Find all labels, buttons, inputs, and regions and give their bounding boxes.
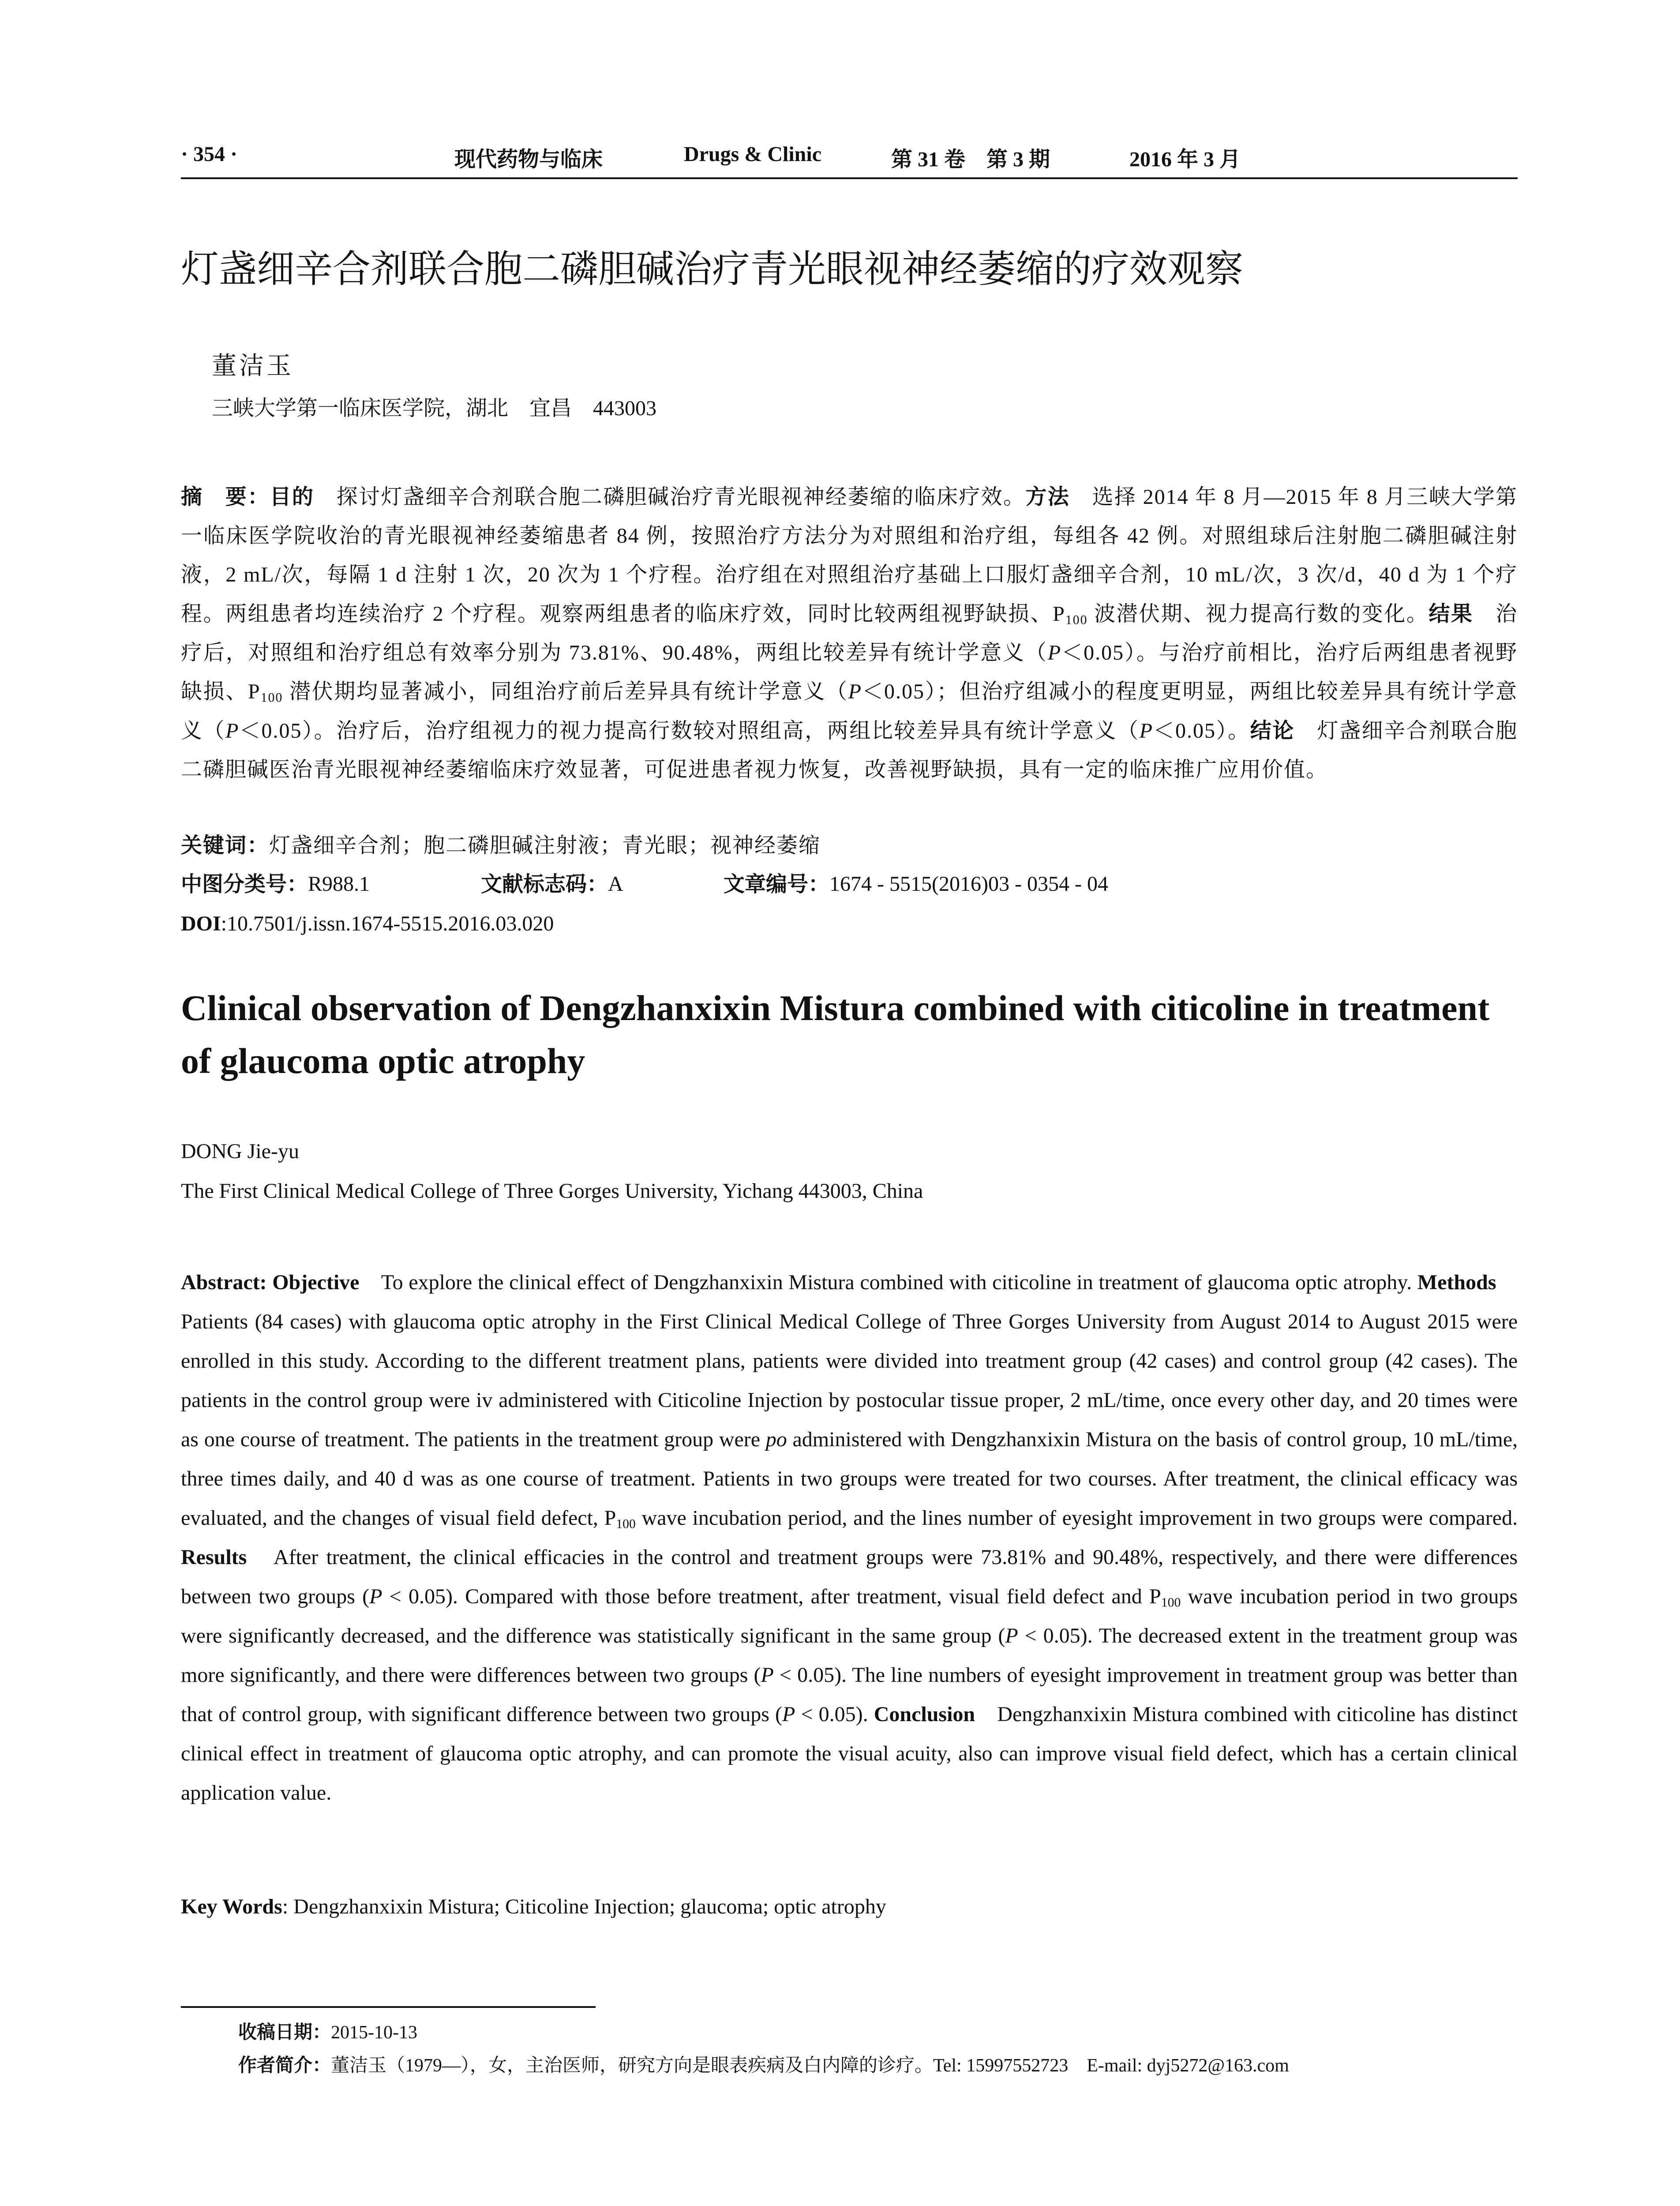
- methods-label-en: Methods: [1417, 1271, 1496, 1294]
- p-value-symbol: P: [1139, 719, 1153, 743]
- article-number-value: 1674 - 5515(2016)03 - 0354 - 04: [829, 872, 1108, 896]
- p100-subscript: 100: [1065, 612, 1088, 627]
- keywords-text-en: : Dengzhanxixin Mistura; Citicoline Injection; glaucoma; optic atrophy: [282, 1895, 886, 1918]
- title-cn: 灯盏细辛合剂联合胞二磷胆碱治疗青光眼视神经萎缩的疗效观察: [181, 247, 1243, 291]
- results-text-cn-4: ＜0.05）；但治疗组减小的程度更明显，两组比较差异具有统计学意义（: [181, 680, 1518, 743]
- conclusion-label-cn: 结论: [1250, 718, 1295, 743]
- conclusion-text-en: Dengzhanxixin Mistura combined with citicoline has distinct clinical effect in treatment of glaucoma optic atrophy, and can promote the visual acuity, also can improve visual field defect, which has a certain clinical application value.: [181, 1703, 1518, 1805]
- author-bio-text: 董洁玉（1979—），女，主治医师，研究方向是眼表疾病及白内障的诊疗。Tel: 15997552723 E-mail: dyj5272@163.com: [331, 2056, 1289, 2076]
- footnote-received: [238, 2016, 417, 2048]
- footnote-rule: [181, 2006, 596, 2008]
- methods-text-en-2: administered with Dengzhanxixin Mistura on the basis of control group, 10 mL/time, three times daily, and 40 d was as one course of treatment. Patients in two groups were treated for two courses. After treatment, the clinical efficacy was evaluated, and the changes of visual field defect, P: [181, 1428, 1518, 1530]
- issue-date: 2016 年 3 月: [1129, 148, 1241, 171]
- results-text-en-2: < 0.05). Compared with those before treatment, after treatment, visual field defect and P: [382, 1585, 1161, 1608]
- journal-name-en: Drugs & Clinic: [684, 143, 821, 166]
- received-date: 2015-10-13: [331, 2022, 417, 2043]
- clc-field: [181, 865, 370, 904]
- p100-subscript: 100: [1161, 1595, 1181, 1610]
- author-bio-label: 作者简介：: [238, 2054, 331, 2076]
- results-text-cn-3: 潜伏期均显著减小，同组治疗前后差异具有统计学意义（: [283, 680, 848, 703]
- conclusion-label-en: Conclusion: [874, 1703, 975, 1726]
- p100-subscript: 100: [260, 690, 283, 705]
- abstract-cn: [181, 477, 1518, 789]
- p-value-symbol: P: [369, 1585, 382, 1608]
- methods-text-cn: 选择 2014 年 8 月—2015 年 8 月三峡大学第一临床医学院收治的青光眼视神经萎缩患者 84 例，按照治疗方法分为对照组和治疗组，每组各 42 例。对照组球后注射胞二磷胆碱注射液，2 mL/次，每隔 1 d 注射 1 次，20 次为 1 个疗程。治疗组在对照组治疗基础上口服灯盏细辛合剂，10 mL/次，3 次/d，40 d 为 1 个疗程。两组患者均连续治疗 2 个疗程。观察两组患者的临床疗效，同时比较两组视野缺损、P: [181, 485, 1518, 626]
- doc-code-field: [481, 865, 623, 904]
- p-value-symbol: P: [1047, 641, 1062, 664]
- results-text-cn-6: ＜0.05）。: [1153, 719, 1250, 743]
- results-text-en-6: < 0.05).: [795, 1703, 874, 1726]
- footnote-author-bio: [238, 2049, 1289, 2082]
- author-en: DONG Jie-yu: [181, 1140, 299, 1163]
- running-header: [181, 142, 1518, 177]
- clc-value: R988.1: [308, 872, 370, 896]
- results-text-cn: 治疗后，对照组和治疗组总有效率分别为 73.81%、90.48%，两组比较差异有统计学意义（: [181, 602, 1518, 664]
- keywords-text-cn: 灯盏细辛合剂；胞二磷胆碱注射液；青光眼；视神经萎缩: [269, 834, 821, 857]
- methods-text-en-3: wave incubation period, and the lines number of eyesight improvement in two groups were compared.: [635, 1506, 1518, 1530]
- doi-label: DOI: [181, 912, 221, 935]
- article-number-label: 文章编号：: [724, 872, 830, 897]
- results-text-en: After treatment, the clinical efficacies in the control and treatment groups were 73.81% and 90.48%, respectively, and there were differences between two groups (: [181, 1546, 1518, 1608]
- results-text-cn-5: ＜0.05）。治疗后，治疗组视力的视力提高行数较对照组高，两组比较差异具有统计学意义（: [239, 719, 1140, 743]
- header-rule: [181, 177, 1518, 179]
- p100-subscript: 100: [616, 1516, 636, 1531]
- results-label-cn: 结果: [1429, 601, 1474, 626]
- methods-text-en: Patients (84 cases) with glaucoma optic atrophy in the First Clinical Medical College of Three Gorges University from August 2014 to August 2015 were enrolled in this study. According to the different treatment plans, patients were divided into treatment group (42 cases) and control group (42 cases). The patients in the control group were iv administered with Citicoline Injection by postocular tissue proper, 2 mL/time, once every other day, and 20 times were as one course of treatment. The patients in the treatment group were: [181, 1271, 1518, 1451]
- abstract-label-cn: 摘 要：: [181, 484, 270, 509]
- objective-text-cn: 探讨灯盏细辛合剂联合胞二磷胆碱治疗青光眼视神经萎缩的临床疗效。: [314, 485, 1026, 509]
- keywords-label-cn: 关键词：: [181, 833, 270, 858]
- keywords-label-en: Key Words: [181, 1895, 282, 1918]
- title-en: Clinical observation of Dengzhanxixin Mistura combined with citicoline in treatment of glaucoma optic atrophy: [181, 988, 1490, 1081]
- objective-text-en: To explore the clinical effect of Dengzhanxixin Mistura combined with citicoline in treatment of glaucoma optic atrophy.: [359, 1271, 1418, 1294]
- results-label-en: Results: [181, 1546, 247, 1569]
- doc-code-value: A: [608, 872, 623, 896]
- p-value-symbol: P: [848, 680, 862, 703]
- keywords-cn: [181, 826, 1518, 865]
- doi-line: [181, 904, 554, 943]
- affiliation-en: The First Clinical Medical College of Three Gorges University, Yichang 443003, China: [181, 1179, 923, 1203]
- classification-line: [181, 865, 1518, 904]
- conclusion-text-cn: 灯盏细辛合剂联合胞二磷胆碱医治青光眼视神经萎缩临床疗效显著，可促进患者视力恢复，改善视野缺损，具有一定的临床推广应用价值。: [181, 719, 1518, 781]
- methods-label-cn: 方法: [1025, 484, 1070, 509]
- doc-code-label: 文献标志码：: [481, 872, 608, 897]
- affiliation-cn: 三峡大学第一临床医学院，湖北 宜昌 443003: [212, 397, 657, 420]
- doi-value: :10.7501/j.issn.1674-5515.2016.03.020: [221, 912, 554, 935]
- volume-issue: 第 31 卷 第 3 期: [891, 148, 1050, 171]
- keywords-en: [181, 1887, 1518, 1926]
- results-text-en-3: wave incubation period in two groups were significantly decreased, and the difference was statistically significant in the same group (: [181, 1585, 1518, 1647]
- clc-label: 中图分类号：: [181, 872, 308, 897]
- abstract-en: [181, 1263, 1518, 1812]
- journal-name-cn: 现代药物与临床: [454, 147, 603, 172]
- page-number: · 354 ·: [181, 143, 238, 166]
- p-value-symbol: P: [1005, 1624, 1018, 1647]
- p-value-symbol: P: [761, 1663, 774, 1687]
- abstract-label-en: Abstract: Objective: [181, 1271, 360, 1294]
- received-label: 收稿日期：: [238, 2021, 331, 2043]
- p-value-symbol: P: [782, 1703, 795, 1726]
- results-text-cn-2: ＜0.05）。与治疗前相比，治疗后两组患者视野缺损、P: [181, 641, 1518, 703]
- results-text-en-5: < 0.05). The line numbers of eyesight improvement in treatment group was better than that of control group, with significant difference between two groups (: [181, 1663, 1518, 1726]
- p-value-symbol: P: [225, 719, 240, 743]
- results-text-en-4: < 0.05). The decreased extent in the treatment group was more significantly, and there were differences between two groups (: [181, 1624, 1518, 1687]
- author-cn: 董洁玉: [212, 353, 294, 380]
- po-term: po: [765, 1428, 787, 1451]
- article-number-field: [724, 865, 1108, 904]
- objective-label-cn: 目的: [270, 484, 315, 509]
- methods-text-cn-2: 波潜伏期、视力提高行数的变化。: [1088, 602, 1429, 626]
